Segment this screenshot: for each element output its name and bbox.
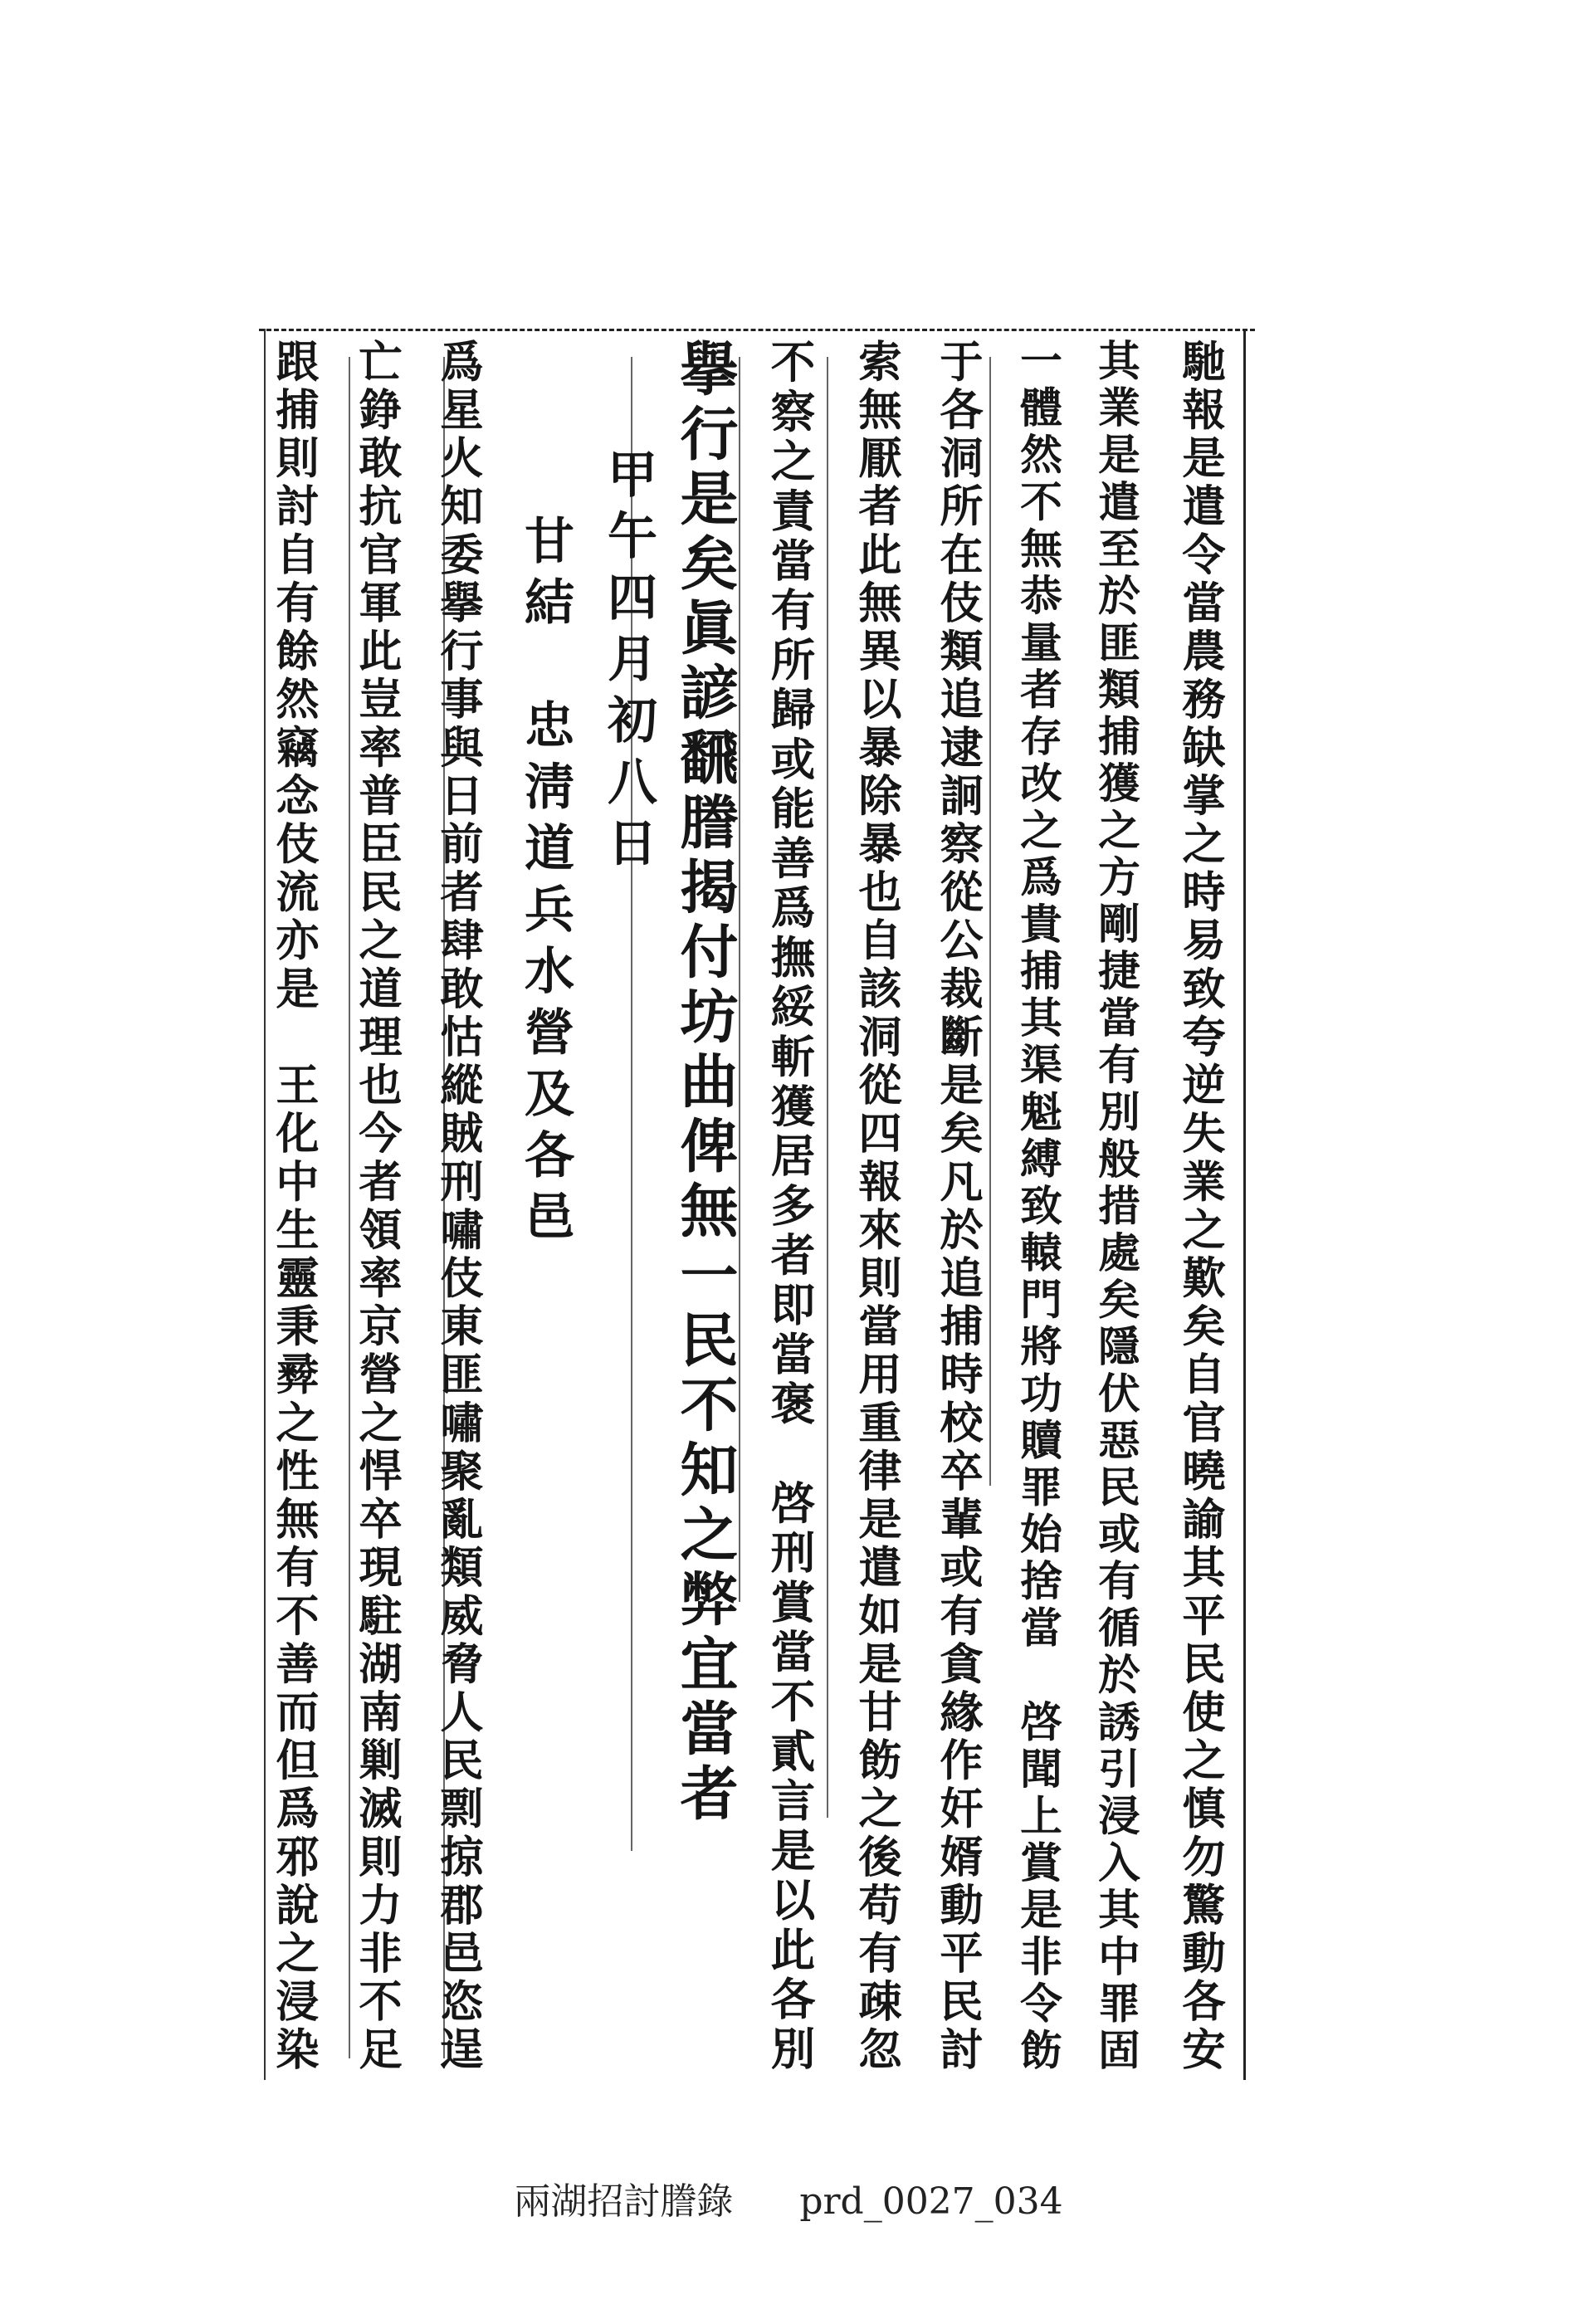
- page-right-border: [1243, 329, 1246, 2080]
- text-column-11: 亡錚敢抗官軍此豈率普臣民之道理也今者領率京營之悍卒現駐湖南剿滅則力非不足: [351, 339, 402, 2075]
- caption-title: 兩湖招討謄錄: [514, 2180, 734, 2223]
- text-column-12: 跟捕則討自有餘然竊念伎流亦是 王化中生靈秉彛之性無有不善而但爲邪說之浸染: [268, 339, 319, 2075]
- page-top-border: [259, 329, 1255, 331]
- text-column-1: 馳報是遣令當農務缺掌之時易致夸逆失業之歎矣自官曉諭其平民使之慎勿驚動各安: [1174, 339, 1225, 2075]
- column-separator: [827, 357, 828, 1818]
- text-column-5: 索無厭者此無異以暴除暴也自該洞從四報來則當用重律是遣如是甘飭之後苟有疎忽: [851, 339, 901, 2075]
- text-column-4: 于各洞所在伎類追逮詗察從公裁斷是矣凡於追捕時校卒輩或有貪緣作奸婿動平民討: [932, 339, 983, 2075]
- text-column-10: 爲星火知委擧行事與日前者肆敢怙縱賊刑嘯伎東匪嘯聚亂類威脅人民剽掠郡邑恣逞: [432, 339, 483, 2075]
- page-caption: [0, 2171, 1577, 2224]
- gamgyeol-heading: 甘結 忠淸道兵水營及各邑: [516, 515, 574, 1252]
- date-line: 甲午四月初八日: [599, 448, 657, 878]
- caption-id: prd_0027_034: [799, 2180, 1063, 2223]
- text-column-6: 不察之責當有所歸或能善爲撫綏斬獲居多者即當褒 啓刑賞當不貳言是以此各別: [764, 339, 816, 2075]
- text-column-3: 一體然不無恭量者存改之爲貴捕其渠魁縛致轅門將功贖罪始捨當 啓聞上賞是非令飭: [1013, 339, 1063, 2075]
- text-column-7: 擧行是矣眞諺飜謄揭付坊曲俾無一民不知之弊宜當者: [671, 339, 740, 1828]
- text-column-2: 其業是遣至於匪類捕獲之方剛捷當有別般措處矣隱伏惡民或有循於誘引浸入其中罪固: [1091, 339, 1141, 2075]
